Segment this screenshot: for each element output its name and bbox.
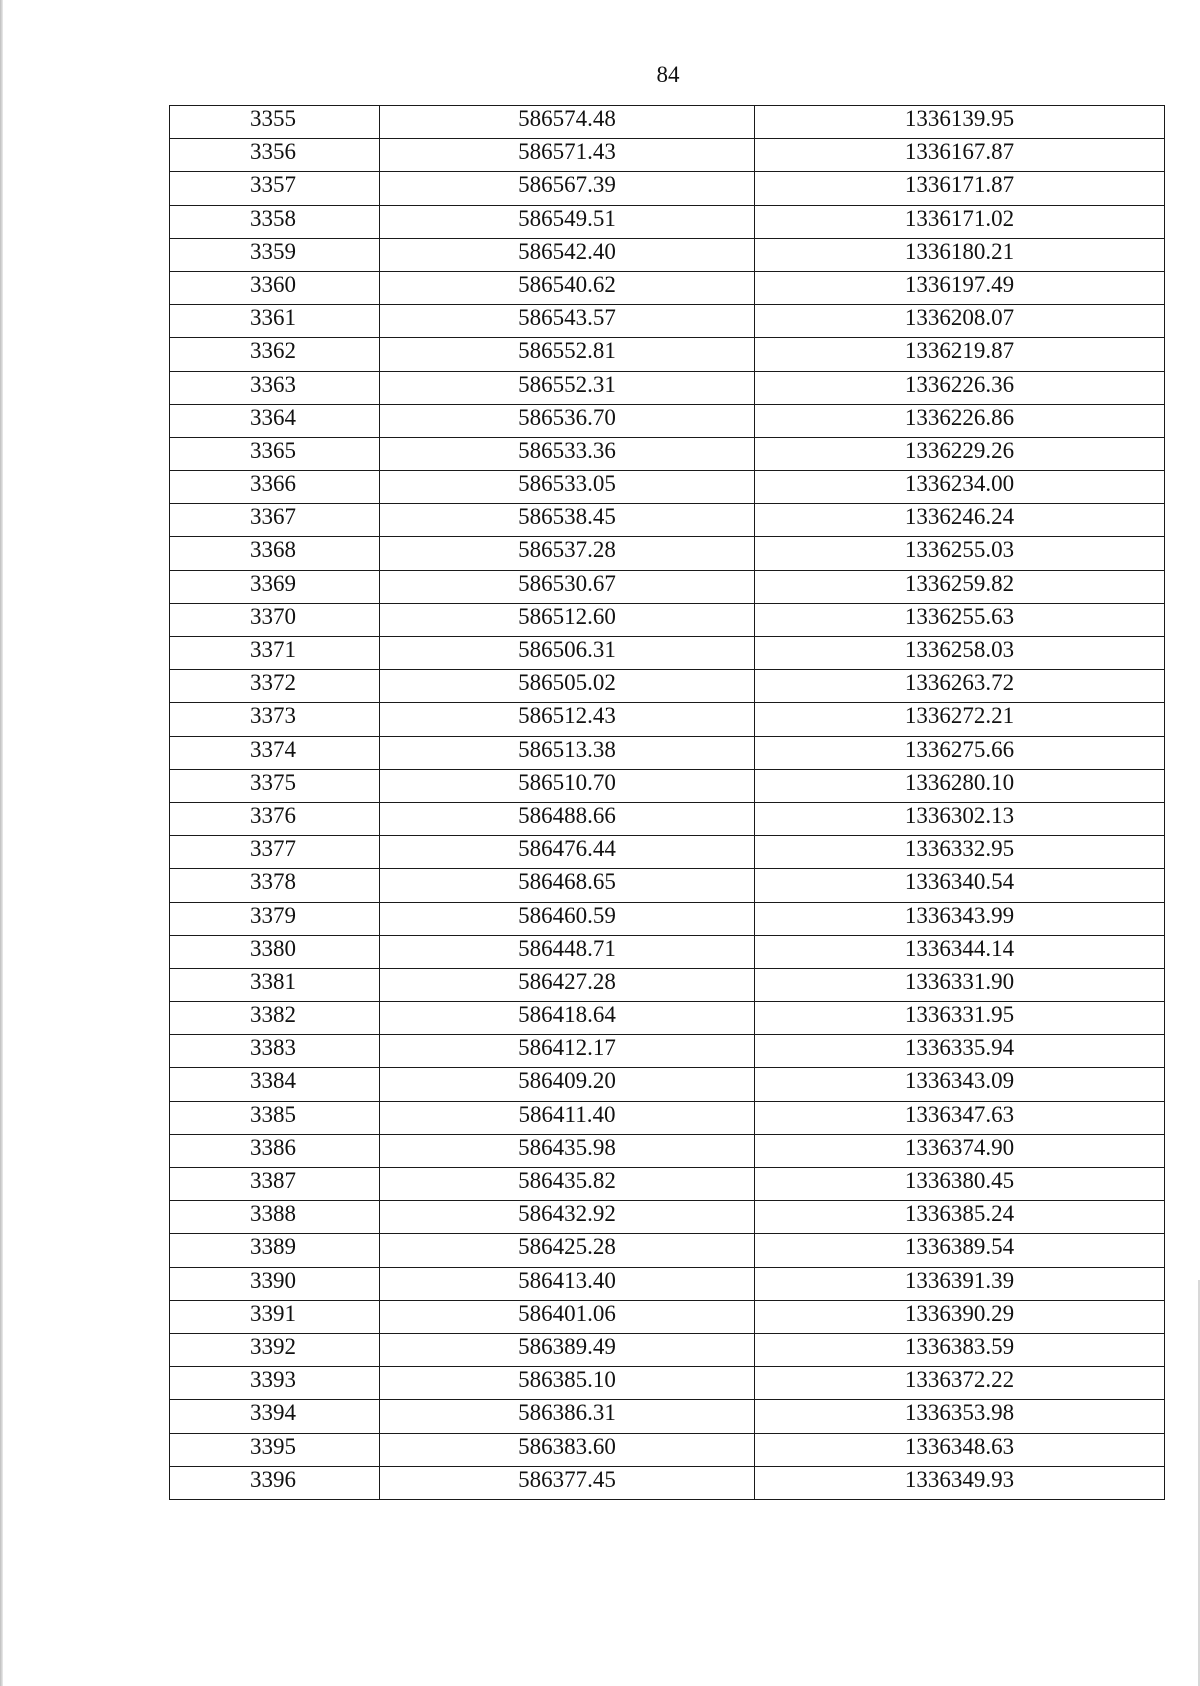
- point-number-cell: 3376: [170, 802, 380, 835]
- x-coordinate-cell: 586552.31: [380, 371, 755, 404]
- table-row: [170, 371, 1165, 404]
- point-number-cell: 3363: [170, 371, 380, 404]
- x-coordinate-cell: 586533.05: [380, 471, 755, 504]
- table-row: [170, 139, 1165, 172]
- table-row: [170, 271, 1165, 304]
- table-row: [170, 471, 1165, 504]
- point-number-cell: 3355: [170, 106, 380, 139]
- x-coordinate-cell: 586476.44: [380, 836, 755, 869]
- x-coordinate-cell: 586540.62: [380, 271, 755, 304]
- x-coordinate-cell: 586506.31: [380, 637, 755, 670]
- x-coordinate-cell: 586401.06: [380, 1300, 755, 1333]
- x-coordinate-cell: 586468.65: [380, 869, 755, 902]
- table-row: [170, 437, 1165, 470]
- y-coordinate-cell: 1336353.98: [755, 1400, 1165, 1433]
- x-coordinate-cell: 586537.28: [380, 537, 755, 570]
- point-number-cell: 3393: [170, 1367, 380, 1400]
- x-coordinate-cell: 586412.17: [380, 1035, 755, 1068]
- y-coordinate-cell: 1336258.03: [755, 637, 1165, 670]
- x-coordinate-cell: 586488.66: [380, 802, 755, 835]
- x-coordinate-cell: 586413.40: [380, 1267, 755, 1300]
- y-coordinate-cell: 1336332.95: [755, 836, 1165, 869]
- point-number-cell: 3374: [170, 736, 380, 769]
- x-coordinate-cell: 586574.48: [380, 106, 755, 139]
- table-row: [170, 404, 1165, 437]
- y-coordinate-cell: 1336389.54: [755, 1234, 1165, 1267]
- y-coordinate-cell: 1336263.72: [755, 670, 1165, 703]
- table-row: [170, 670, 1165, 703]
- table-row: [170, 1300, 1165, 1333]
- y-coordinate-cell: 1336383.59: [755, 1333, 1165, 1366]
- table-row: [170, 1433, 1165, 1466]
- x-coordinate-cell: 586538.45: [380, 504, 755, 537]
- table-row: [170, 1101, 1165, 1134]
- table-row: [170, 703, 1165, 736]
- point-number-cell: 3369: [170, 570, 380, 603]
- x-coordinate-cell: 586530.67: [380, 570, 755, 603]
- table-row: [170, 769, 1165, 802]
- x-coordinate-cell: 586435.82: [380, 1168, 755, 1201]
- point-number-cell: 3389: [170, 1234, 380, 1267]
- x-coordinate-cell: 586383.60: [380, 1433, 755, 1466]
- table-row: [170, 1333, 1165, 1366]
- point-number-cell: 3362: [170, 338, 380, 371]
- y-coordinate-cell: 1336275.66: [755, 736, 1165, 769]
- y-coordinate-cell: 1336343.99: [755, 902, 1165, 935]
- point-number-cell: 3368: [170, 537, 380, 570]
- y-coordinate-cell: 1336372.22: [755, 1367, 1165, 1400]
- x-coordinate-cell: 586385.10: [380, 1367, 755, 1400]
- y-coordinate-cell: 1336197.49: [755, 271, 1165, 304]
- point-number-cell: 3371: [170, 637, 380, 670]
- x-coordinate-cell: 586536.70: [380, 404, 755, 437]
- x-coordinate-cell: 586448.71: [380, 935, 755, 968]
- x-coordinate-cell: 586512.60: [380, 603, 755, 636]
- table-row: [170, 1234, 1165, 1267]
- y-coordinate-cell: 1336219.87: [755, 338, 1165, 371]
- x-coordinate-cell: 586512.43: [380, 703, 755, 736]
- y-coordinate-cell: 1336234.00: [755, 471, 1165, 504]
- point-number-cell: 3391: [170, 1300, 380, 1333]
- table-row: [170, 1367, 1165, 1400]
- y-coordinate-cell: 1336380.45: [755, 1168, 1165, 1201]
- table-row: [170, 205, 1165, 238]
- table-row: [170, 1201, 1165, 1234]
- table-row: [170, 1035, 1165, 1068]
- table-row: [170, 869, 1165, 902]
- y-coordinate-cell: 1336374.90: [755, 1134, 1165, 1167]
- y-coordinate-cell: 1336331.95: [755, 1002, 1165, 1035]
- table-row: [170, 637, 1165, 670]
- point-number-cell: 3382: [170, 1002, 380, 1035]
- x-coordinate-cell: 586505.02: [380, 670, 755, 703]
- y-coordinate-cell: 1336208.07: [755, 305, 1165, 338]
- y-coordinate-cell: 1336340.54: [755, 869, 1165, 902]
- point-number-cell: 3381: [170, 968, 380, 1001]
- point-number-cell: 3385: [170, 1101, 380, 1134]
- table-row: [170, 1168, 1165, 1201]
- point-number-cell: 3380: [170, 935, 380, 968]
- page-number: 84: [656, 62, 680, 87]
- table-row: [170, 1400, 1165, 1433]
- x-coordinate-cell: 586377.45: [380, 1466, 755, 1499]
- x-coordinate-cell: 586418.64: [380, 1002, 755, 1035]
- x-coordinate-cell: 586510.70: [380, 769, 755, 802]
- y-coordinate-cell: 1336180.21: [755, 238, 1165, 271]
- x-coordinate-cell: 586542.40: [380, 238, 755, 271]
- point-number-cell: 3383: [170, 1035, 380, 1068]
- x-coordinate-cell: 586571.43: [380, 139, 755, 172]
- point-number-cell: 3392: [170, 1333, 380, 1366]
- y-coordinate-cell: 1336344.14: [755, 935, 1165, 968]
- point-number-cell: 3364: [170, 404, 380, 437]
- table-row: [170, 1068, 1165, 1101]
- x-coordinate-cell: 586389.49: [380, 1333, 755, 1366]
- point-number-cell: 3388: [170, 1201, 380, 1234]
- y-coordinate-cell: 1336385.24: [755, 1201, 1165, 1234]
- table-row: [170, 504, 1165, 537]
- point-number-cell: 3365: [170, 437, 380, 470]
- point-number-cell: 3373: [170, 703, 380, 736]
- x-coordinate-cell: 586411.40: [380, 1101, 755, 1134]
- point-number-cell: 3356: [170, 139, 380, 172]
- x-coordinate-cell: 586432.92: [380, 1201, 755, 1234]
- y-coordinate-cell: 1336280.10: [755, 769, 1165, 802]
- x-coordinate-cell: 586435.98: [380, 1134, 755, 1167]
- point-number-cell: 3375: [170, 769, 380, 802]
- x-coordinate-cell: 586543.57: [380, 305, 755, 338]
- point-number-cell: 3378: [170, 869, 380, 902]
- y-coordinate-cell: 1336349.93: [755, 1466, 1165, 1499]
- x-coordinate-cell: 586427.28: [380, 968, 755, 1001]
- table-row: [170, 537, 1165, 570]
- y-coordinate-cell: 1336226.86: [755, 404, 1165, 437]
- table-row: [170, 1267, 1165, 1300]
- table-row: [170, 736, 1165, 769]
- y-coordinate-cell: 1336167.87: [755, 139, 1165, 172]
- table-row: [170, 338, 1165, 371]
- point-number-cell: 3361: [170, 305, 380, 338]
- point-number-cell: 3366: [170, 471, 380, 504]
- y-coordinate-cell: 1336302.13: [755, 802, 1165, 835]
- point-number-cell: 3367: [170, 504, 380, 537]
- scan-edge-left: [0, 0, 3, 1686]
- x-coordinate-cell: 586425.28: [380, 1234, 755, 1267]
- point-number-cell: 3387: [170, 1168, 380, 1201]
- y-coordinate-cell: 1336335.94: [755, 1035, 1165, 1068]
- point-number-cell: 3357: [170, 172, 380, 205]
- y-coordinate-cell: 1336229.26: [755, 437, 1165, 470]
- table-row: [170, 968, 1165, 1001]
- y-coordinate-cell: 1336259.82: [755, 570, 1165, 603]
- x-coordinate-cell: 586533.36: [380, 437, 755, 470]
- table-row: [170, 238, 1165, 271]
- point-number-cell: 3396: [170, 1466, 380, 1499]
- y-coordinate-cell: 1336246.24: [755, 504, 1165, 537]
- x-coordinate-cell: 586552.81: [380, 338, 755, 371]
- y-coordinate-cell: 1336139.95: [755, 106, 1165, 139]
- x-coordinate-cell: 586549.51: [380, 205, 755, 238]
- y-coordinate-cell: 1336171.87: [755, 172, 1165, 205]
- table-row: [170, 1134, 1165, 1167]
- point-number-cell: 3384: [170, 1068, 380, 1101]
- point-number-cell: 3360: [170, 271, 380, 304]
- y-coordinate-cell: 1336272.21: [755, 703, 1165, 736]
- y-coordinate-cell: 1336226.36: [755, 371, 1165, 404]
- x-coordinate-cell: 586409.20: [380, 1068, 755, 1101]
- table-row: [170, 1466, 1165, 1499]
- x-coordinate-cell: 586567.39: [380, 172, 755, 205]
- x-coordinate-cell: 586386.31: [380, 1400, 755, 1433]
- y-coordinate-cell: 1336343.09: [755, 1068, 1165, 1101]
- coordinate-table-body: [170, 106, 1165, 1500]
- point-number-cell: 3359: [170, 238, 380, 271]
- y-coordinate-cell: 1336171.02: [755, 205, 1165, 238]
- point-number-cell: 3377: [170, 836, 380, 869]
- point-number-cell: 3379: [170, 902, 380, 935]
- table-row: [170, 603, 1165, 636]
- table-row: [170, 1002, 1165, 1035]
- table-row: [170, 172, 1165, 205]
- table-row: [170, 570, 1165, 603]
- coordinate-table: [169, 105, 1165, 1500]
- point-number-cell: 3358: [170, 205, 380, 238]
- table-row: [170, 935, 1165, 968]
- table-row: [170, 902, 1165, 935]
- y-coordinate-cell: 1336390.29: [755, 1300, 1165, 1333]
- point-number-cell: 3372: [170, 670, 380, 703]
- table-row: [170, 802, 1165, 835]
- point-number-cell: 3390: [170, 1267, 380, 1300]
- point-number-cell: 3394: [170, 1400, 380, 1433]
- table-row: [170, 106, 1165, 139]
- x-coordinate-cell: 586513.38: [380, 736, 755, 769]
- table-row: [170, 305, 1165, 338]
- point-number-cell: 3395: [170, 1433, 380, 1466]
- y-coordinate-cell: 1336331.90: [755, 968, 1165, 1001]
- table-row: [170, 836, 1165, 869]
- x-coordinate-cell: 586460.59: [380, 902, 755, 935]
- y-coordinate-cell: 1336348.63: [755, 1433, 1165, 1466]
- y-coordinate-cell: 1336347.63: [755, 1101, 1165, 1134]
- point-number-cell: 3370: [170, 603, 380, 636]
- point-number-cell: 3386: [170, 1134, 380, 1167]
- y-coordinate-cell: 1336255.63: [755, 603, 1165, 636]
- y-coordinate-cell: 1336391.39: [755, 1267, 1165, 1300]
- y-coordinate-cell: 1336255.03: [755, 537, 1165, 570]
